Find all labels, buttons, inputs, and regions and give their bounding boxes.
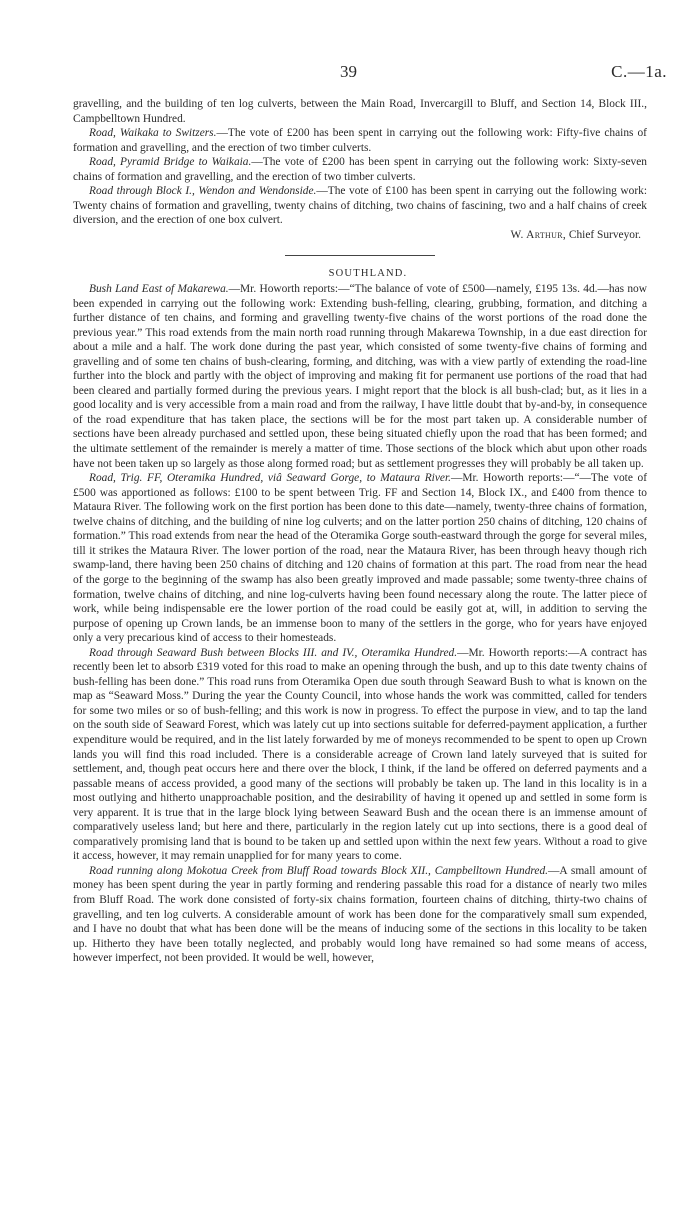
signature-title: Chief Surveyor. [568, 228, 641, 241]
paragraph-heading: Road through Block I., Wendon and Wendonside. [89, 185, 317, 198]
paragraph-heading: Road, Waikaka to Switzers. [89, 127, 217, 140]
paragraph-pyramid-bridge-road [73, 155, 647, 184]
section-divider [285, 255, 435, 256]
paragraph-text: —Mr. Howorth reports:—A contract has recently been let to absorb £319 voted for this road to make an opening through the bush, and up to this date twenty chains of bush-felling has been done.” This road runs from Oteramika Open due south through Seaward Bush to what is known on the map as “Seaward Moss.” During the year the County Council, into whose hands the work was committed, called for tenders for some two miles or so of bush-felling; and this work is now in progress. To effect the purpose in view, and to tap the land on the south side of Seaward Forest, which was lately cut up into sections suitable for deferred-payment application, a further expenditure would be required, and in the list lately forwarded by me of moneys recommended to be spent to open up Crown lands you will find this road included. There is a considerable acreage of Crown land lately surveyed that is suited for settlement, and, though peat occurs here and there over the block, I think, if the land be offered on deferred payments and a passable means of access provided, a good many of the sections will probably be taken up. The land in this locality is in a most outlying and hitherto unapproachable position, and the desirability of having it opened up and settled in some form is very apparent. It is true that in the large block lying between Seaward Bush and the ocean there is an immense amount of comparatively useless land; but here and there, particularly in the region lately cut up into sections, there is a good deal of comparatively promising land that is bound to be taken up and settled upon within the next few years. Without a road to give it access, however, it may remain unapplied for for many years to come. [73, 646, 647, 863]
paragraph-text: —The vote of £200 has been spent in carrying out the following work: Sixty-seven chains of formation and gravelling, and the erection of two timber culverts. [73, 156, 647, 183]
page-header [0, 62, 700, 86]
paragraph-heading: Road, Pyramid Bridge to Waikaia. [89, 156, 252, 169]
continued-paragraph [73, 97, 647, 126]
paragraph-waikaka-road [73, 126, 647, 155]
paragraph-text: —Mr. Howorth reports:—“The balance of vote of £500—namely, £195 13s. 4d.—has now been expended in carrying out the following work: Extending bush-felling, clearing, grubbing, formation, and ditching a further distance of ten chains, and forming and gravelling twenty-five chains of the worst portions of the road done the previous year.” This road extends from the main north road running through Makarewa Township, in a due east direction for about a mile and a half. The work done during the past year, which consisted of some twenty-five chains of forming and gravelling and of some ten chains of bush-clearing, forming, and ditching, was with a view partly of extending the road-line further into the block and partly with the object of improving and making fit for permanent use portions of the road that had been cleared and partially formed during the previous years. I might report that the block is all bush-clad; but, as it lies in a good locality and is very accessible from a main road and from the railway, I have little doubt that by-and-by, in consequence of the road expenditure that has taken place, the sections will be for the most part taken up. A considerable number of sections have been already purchased and settled upon, these being situated chiefly upon the road that has been formed; and the ultimate settlement of the remainder is merely a matter of time. Those sections of the block which abut upon other roads have not been taken up so largely as those along formed road; but as settlement progresses they will probably be all taken up. [73, 283, 647, 470]
page-number: 39 [340, 62, 357, 81]
paragraph-text: —A small amount of money has been spent during the year in partly forming and rendering passable this road for a distance of nearly two miles from Bluff Road. The work done consisted of forty-six chains formation, fourteen chains of ditching, thirty-two chains of gravelling, and ten log culverts. A considerable amount of work has been done for the comparatively small sum expended, and I have no doubt that what has been done will be the means of inducing some of the sections in this locality to be taken up. Hitherto they have been totally neglected, and probably would long have remained so had some means of access, however imperfect, not been provided. It would be well, however, [73, 864, 647, 965]
paragraph-mokotua-creek-road [73, 864, 647, 966]
paragraph-wendon-road [73, 184, 647, 228]
paragraph-text: gravelling, and the building of ten log culverts, between the Main Road, Invercargill to Bluff, and Section 14, Block III., Campbelltown Hundred. [73, 98, 647, 125]
paragraph-text: —Mr. Howorth reports:—“—The vote of £500 was apportioned as follows: £100 to be spent between Trig. FF and Section 14, Block IX., and £400 from thence to Mataura River. The following work on the first portion has been done to this date—namely, twenty-three chains of formation, twelve chains of ditching, and the building of nine log culverts; and on the latter portion 250 chains of ditching, 120 chains of formation.” This road extends from near the head of the Oteramika Gorge south-eastward through the gorge for several miles, till it strikes the Mataura River. The lower portion of the road, near the Mataura River, has been through heavy though rich swamp-land, there having been 250 chains of ditching and 120 chains of formation at this part. The road from near the head of the gorge to the beginning of the swamp has also been greatly improved and made passable; some twenty-three chains of formation, twelve chains of ditching, and nine log-culverts having been found necessary along the route. The latter piece of work, while being indispensable ere the lower portion of the road could be easily got at, will, in addition to serving the purpose of opening up Crown lands, be an immense boon to many of the settlers in the gorge, who for years have enjoyed only a very precarious kind of access to their homesteads. [73, 472, 648, 645]
section-title: SOUTHLAND. [328, 268, 408, 280]
page-body [73, 97, 647, 966]
paragraph-seaward-bush-road [73, 646, 647, 864]
paragraph-trig-ff-road [73, 471, 647, 646]
paragraph-heading: Road through Seaward Bush between Blocks III. and IV., Oteramika Hundred. [89, 646, 458, 659]
paragraph-heading: Road running along Mokotua Creek from Bluff Road towards Block XII., Campbelltown Hundred. [89, 864, 549, 877]
paragraph-heading: Bush Land East of Makarewa. [89, 283, 229, 296]
paragraph-text: —The vote of £200 has been spent in carrying out the following work: Fifty-five chains of formation and gravelling, and the erection of two timber culverts. [73, 127, 647, 154]
signature [73, 228, 647, 243]
paragraph-heading: Road, Trig. FF, Oteramika Hundred, viâ Seaward Gorge, to Mataura River. [89, 472, 451, 485]
paragraph-makarewa-bush [73, 282, 647, 471]
paragraph-text: —The vote of £100 has been spent in carrying out the following work: Twenty chains of formation and gravelling, twenty chains of ditching, two chains of fascining, two and a half chains of creek diversion, and the erection of one box culvert. [73, 185, 648, 227]
document-code: C.—1a. [611, 62, 667, 81]
signature-name: W. Arthur, [510, 228, 566, 241]
